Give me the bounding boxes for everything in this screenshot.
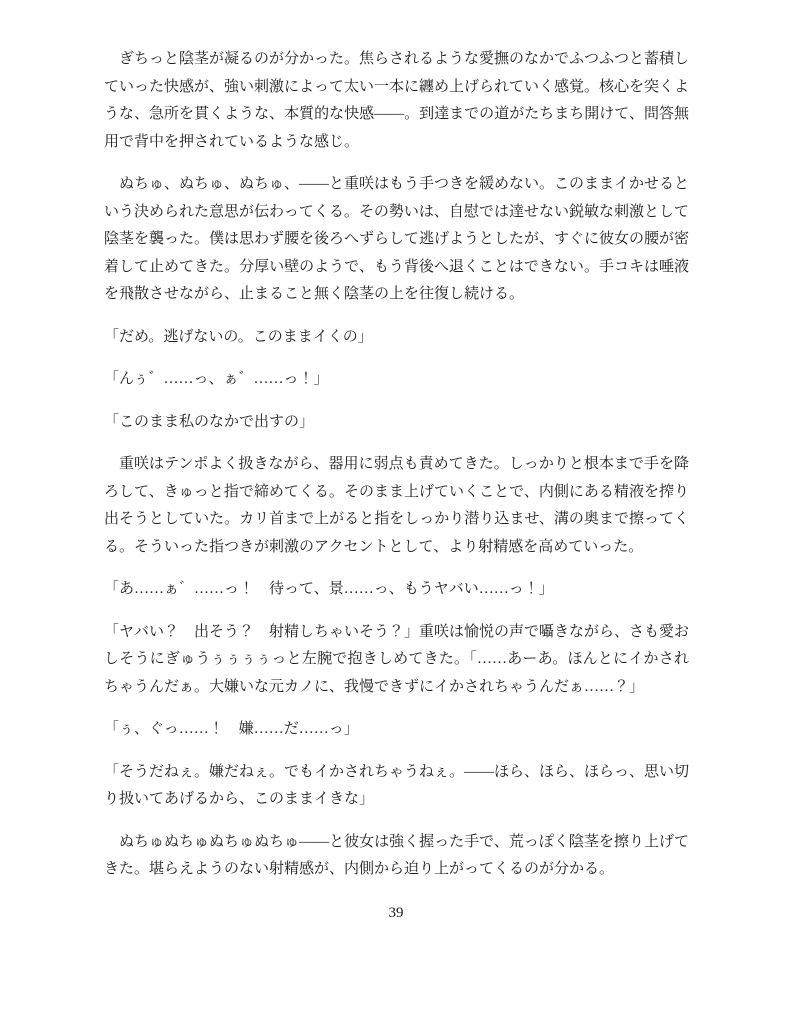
narrative-paragraph: 重咲はテンポよく扱きながら、器用に弱点も責めてきた。しっかりと根本まで手を降ろして、きゅっと指で締めてくる。そのまま上げていくことで、内側にある精液を搾り出そうとしていた。カリ首まで上がると指をしっかり潜り込ませ、溝の奥まで擦ってくる。そういった指つきが刺激のアクセントとして、より射精感を高めていった。 <box>104 456 689 555</box>
narrative-paragraph: ぬちゅぬちゅぬちゅぬちゅ――と彼女は強く握った手で、荒っぽく陰茎を擦り上げてきた。堪らえようのない射精感が、内側から迫り上がってくるのが分かる。 <box>104 833 689 877</box>
page-number: 39 <box>388 905 404 921</box>
dialogue-line: 「そうだねぇ。嫌だねぇ。でもイかされちゃうねぇ。――ほら、ほら、ほらっ、思い切り扱いてあげるから、このままイきな」 <box>104 763 690 807</box>
dialogue-line: 「あ……ぁ゛……っ！ 待って、景……っ、もうヤバい……っ！」 <box>104 581 554 597</box>
dialogue-line: 「このまま私のなかで出すの」 <box>104 413 315 430</box>
page-text-body <box>104 46 689 884</box>
dialogue-line: 「ぅ、ぐっ……！ 嫌……だ……っ」 <box>104 721 359 737</box>
dialogue-line: 「だめ。逃げないの。このままイくの」 <box>104 328 373 345</box>
page-footer <box>0 902 792 924</box>
dialogue-line: 「んぅ゛……っ、ぁ゛……っ！」 <box>104 371 329 387</box>
narrative-paragraph: ぬちゅ、ぬちゅ、ぬちゅ、――と重咲はもう手つきを緩めない。このままイかせるという決められた意思が伝わってくる。その勢いは、自慰では達せない鋭敏な刺激として陰茎を襲った。僕は思わず腰を後ろへずらして逃げようとしたが、すぐに彼女の腰が密着して止めてきた。分厚い壁のようで、もう背後へ退くことはできない。手コキは唾液を飛散させながら、止まること無く陰茎の上を往復し続ける。 <box>104 176 690 302</box>
narrative-paragraph: ぎちっと陰茎が凝るのが分かった。焦らされるような愛撫のなかでふつふつと蓄積していった快感が、強い刺激によって太い一本に纏め上げられていく感覚。核心を突くような、急所を貫くような、本質的な快感――。到達までの道がたちまち開けて、問答無用で背中を押されているような感じ。 <box>104 51 690 150</box>
dialogue-line: 「ヤバい？ 出そう？ 射精しちゃいそう？」重咲は愉悦の声で囁きながら、さも愛おしそうにぎゅうぅぅぅぅっと左腕で抱きしめてきた。「……あーあ。ほんとにイかされちゃうんだぁ。大嫌いな元カノに、我慢できずにイかされちゃうんだぁ……？」 <box>104 623 690 695</box>
